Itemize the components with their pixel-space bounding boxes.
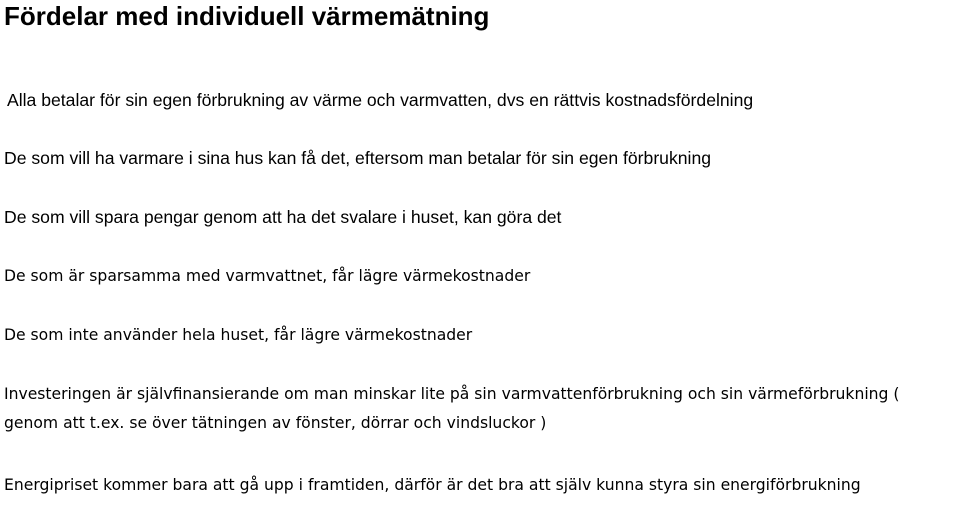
benefit-self-financing: Investeringen är självfinansierande om man minskar lite på sin varmvattenförbrukning och sin värmeförbrukning ( genom att t.ex. se över tätningen av fönster, dörrar och vindsluckor ) (4, 385, 900, 432)
benefit-warmer-home: De som vill ha varmare i sina hus kan få det, eftersom man betalar för sin egen förbrukning (4, 148, 712, 168)
page-title: Fördelar med individuell värmemätning (4, 1, 490, 31)
benefit-hot-water: De som är sparsamma med varmvattnet, får lägre värmekostnader (4, 267, 531, 285)
benefit-energy-price: Energipriset kommer bara att gå upp i framtiden, därför är det bra att själv kunna styra sin energiförbrukning (4, 476, 861, 494)
benefit-unused-rooms: De som inte använder hela huset, får lägre värmekostnader (4, 326, 473, 344)
benefit-fair-cost: Alla betalar för sin egen förbrukning av värme och varmvatten, dvs en rättvis kostnadsfördelning (7, 90, 754, 110)
benefit-save-money: De som vill spara pengar genom att ha det svalare i huset, kan göra det (4, 207, 562, 227)
